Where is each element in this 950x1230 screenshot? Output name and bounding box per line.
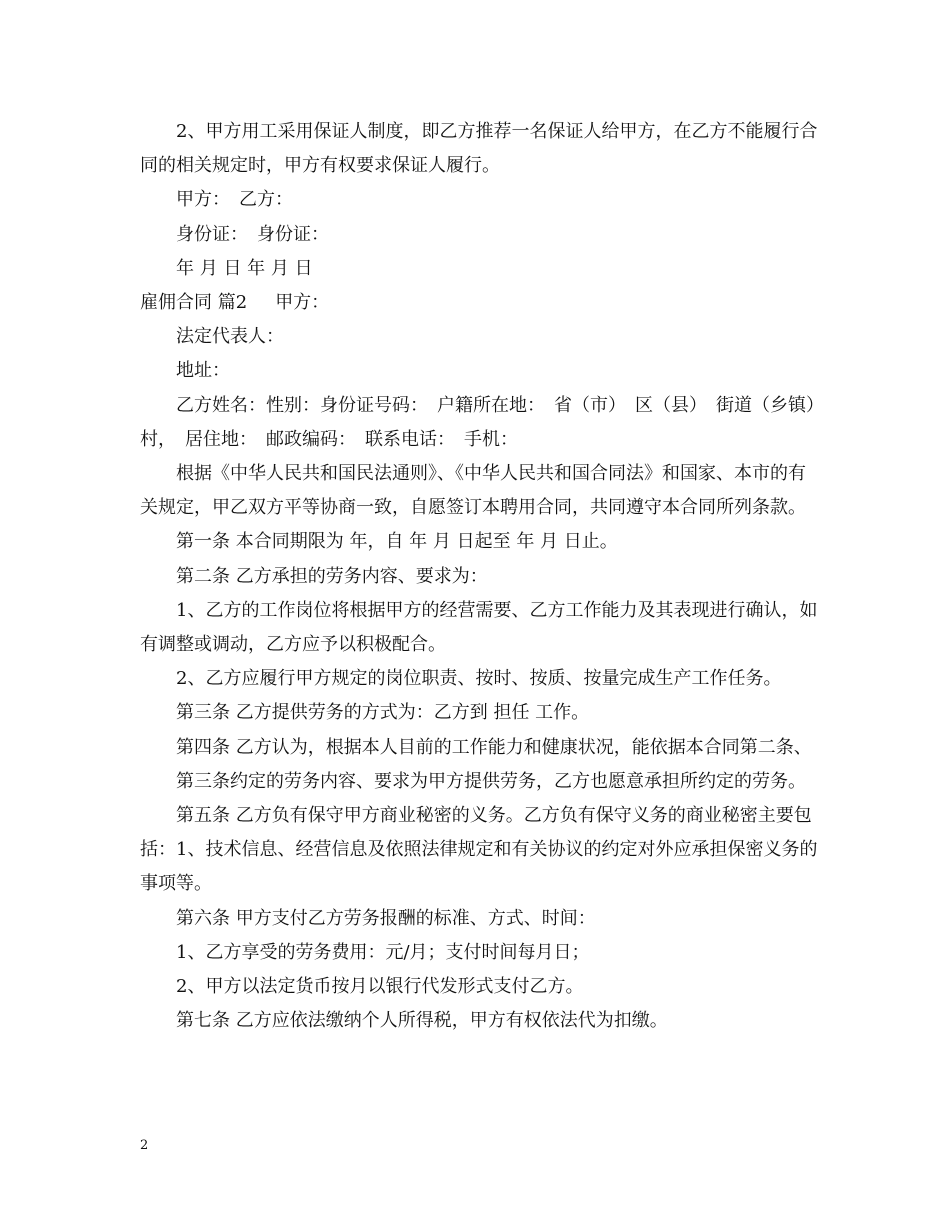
paragraph-address: 地址： bbox=[176, 360, 230, 382]
paragraph-article-6-item-2: 2、甲方以法定货币按月以银行代发形式支付乙方。 bbox=[176, 976, 584, 998]
paragraph-dates: 年 月 日 年 月 日 bbox=[176, 257, 313, 279]
paragraph-article-2-item-2: 2、乙方应履行甲方规定的岗位职责、按时、按质、按量完成生产工作任务。 bbox=[176, 668, 782, 690]
document-content bbox=[140, 115, 833, 1038]
paragraph-article-6-item-1: 1、乙方享受的劳务费用：元/月；支付时间每月日； bbox=[176, 941, 590, 963]
paragraph-legal-basis: 根据《中华人民共和国民法通则》、《中华人民共和国合同法》和国家、本市的有关规定，甲乙双方平等协商一致，自愿签订本聘用合同，共同遵守本合同所列条款。 bbox=[140, 463, 806, 519]
paragraph-article-1: 第一条 本合同期限为 年，自 年 月 日起至 年 月 日止。 bbox=[176, 531, 618, 553]
paragraph-article-2-item-1: 1、乙方的工作岗位将根据甲方的经营需要、乙方工作能力及其表现进行确认，如有调整或调动，乙方应予以积极配合。 bbox=[140, 599, 818, 656]
page-number: 2 bbox=[140, 1138, 149, 1153]
paragraph-article-5: 第五条 乙方负有保守甲方商业秘密的义务。乙方负有保守义务的商业秘密主要包括：1、技术信息、经营信息及依照法律规定和有关协议的约定对外应承担保密义务的事项等。 bbox=[140, 805, 818, 895]
paragraph-article-6: 第六条 甲方支付乙方劳务报酬的标准、方式、时间： bbox=[176, 907, 596, 929]
paragraph-article-4-continued: 第三条约定的劳务内容、要求为甲方提供劳务，乙方也愿意承担所约定的劳务。 bbox=[176, 770, 806, 792]
paragraph-legal-representative: 法定代表人： bbox=[176, 326, 284, 348]
paragraph-parties-signature: 甲方： 乙方： bbox=[176, 189, 293, 211]
paragraph-party-b-info: 乙方姓名：性别：身份证号码： 户籍所在地： 省（市） 区（县） 街道（乡镇） 村， 居住地： 邮政编码： 联系电话： 手机： bbox=[140, 394, 833, 450]
paragraph-article-3: 第三条 乙方提供劳务的方式为：乙方到 担任 工作。 bbox=[176, 702, 590, 724]
paragraph-article-4: 第四条 乙方认为，根据本人目前的工作能力和健康状况，能依据本合同第二条、 bbox=[176, 736, 812, 758]
paragraph-guarantor-clause: 2、甲方用工采用保证人制度，即乙方推荐一名保证人给甲方，在乙方不能履行合同的相关规定时，甲方有权要求保证人履行。 bbox=[140, 121, 818, 177]
paragraph-article-2: 第二条 乙方承担的劳务内容、要求为： bbox=[176, 565, 488, 587]
paragraph-article-7: 第七条 乙方应依法缴纳个人所得税，甲方有权依法代为扣缴。 bbox=[176, 1010, 668, 1032]
section-title: 雇佣合同 篇2 bbox=[140, 292, 248, 314]
section-heading bbox=[140, 286, 820, 320]
section-party-a-label: 甲方： bbox=[275, 292, 330, 314]
paragraph-id-signature: 身份证： 身份证： bbox=[176, 223, 329, 245]
